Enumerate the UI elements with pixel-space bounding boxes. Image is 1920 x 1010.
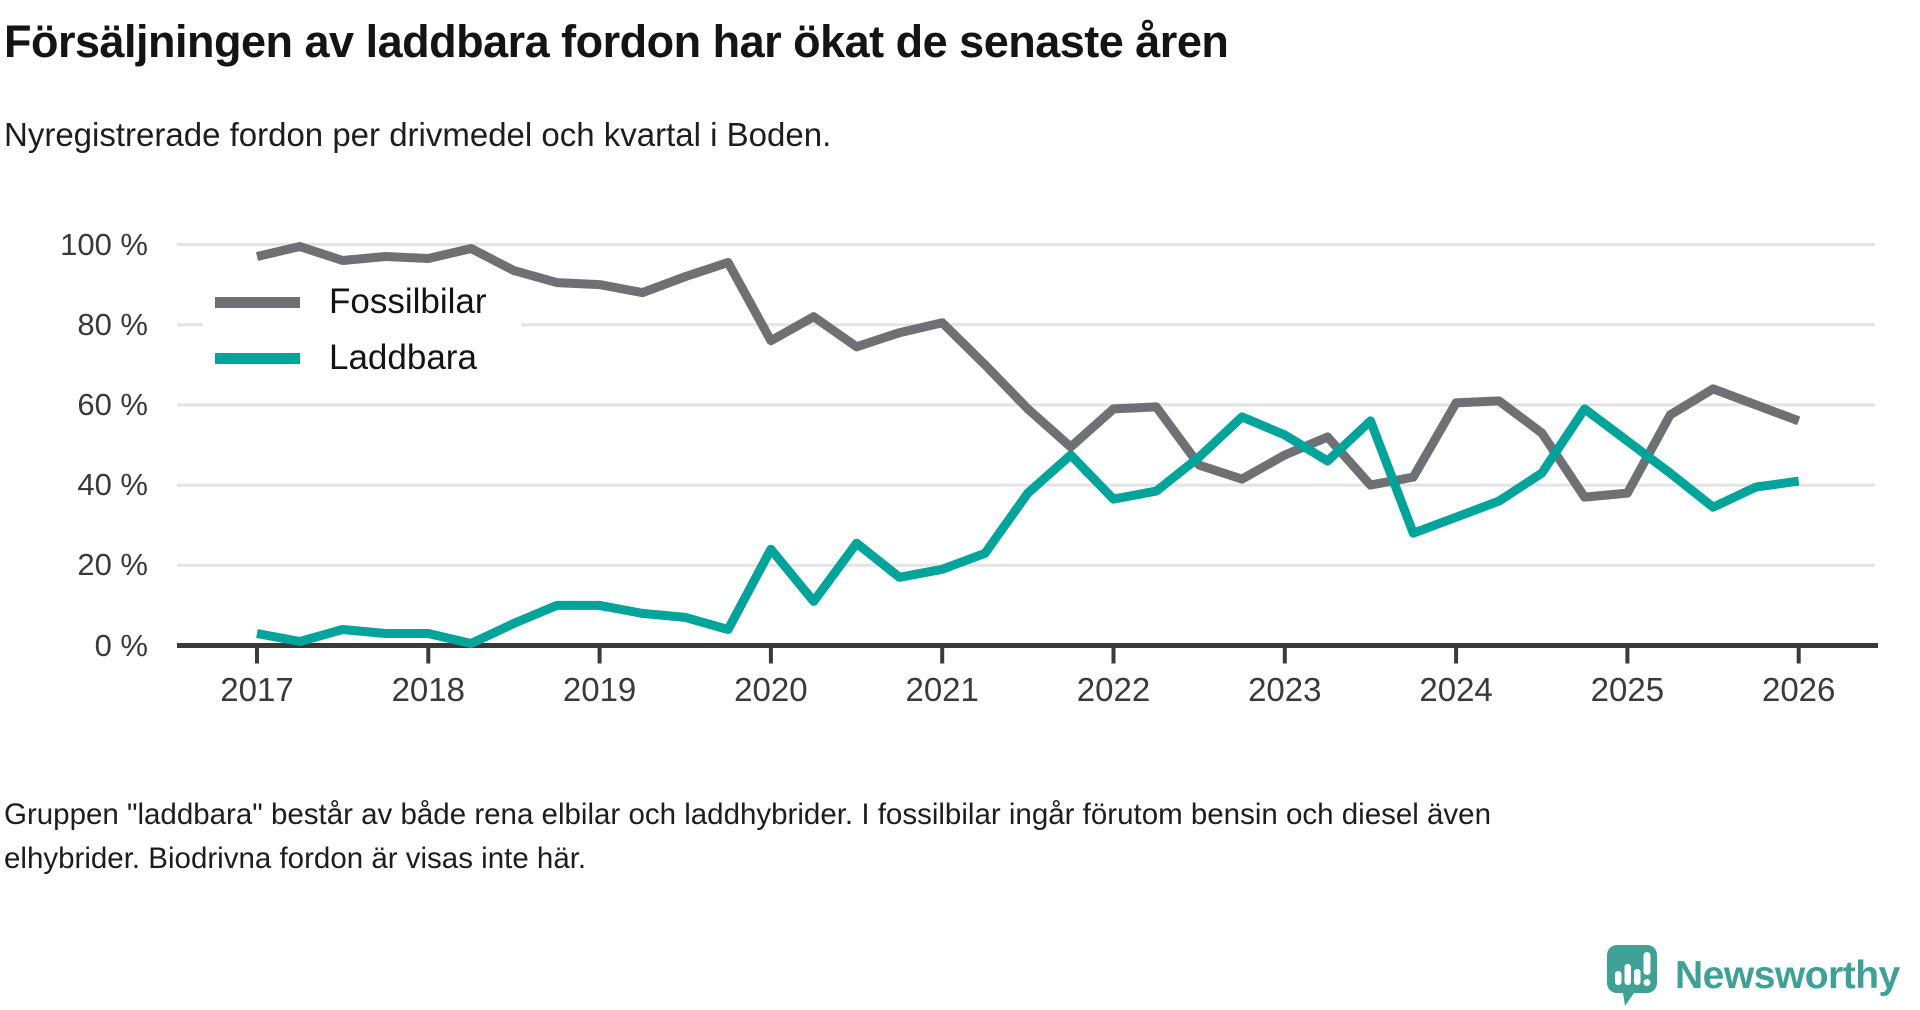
newsworthy-logo — [1606, 944, 1900, 1008]
x-tick-label-2017: 2017 — [220, 671, 294, 708]
x-tick-label-2020: 2020 — [734, 671, 808, 708]
x-tick-label-2018: 2018 — [391, 671, 465, 708]
x-tick-label-2024: 2024 — [1419, 671, 1493, 708]
x-tick-label-2025: 2025 — [1590, 671, 1665, 708]
chart-subtitle: Nyregistrerade fordon per drivmedel och kvartal i Boden. — [4, 116, 832, 153]
newsworthy-logo-text: Newsworthy — [1675, 954, 1900, 997]
legend-label-laddbara: Laddbara — [329, 338, 477, 377]
chart-footnote — [4, 793, 1604, 881]
y-tick-label-80: 80 % — [77, 306, 148, 342]
legend-label-fossilbilar: Fossilbilar — [329, 282, 487, 321]
footnote-line-2: elhybrider. Biodrivna fordon är visas inte här. — [4, 842, 587, 875]
legend — [203, 281, 521, 383]
legend-item-laddbara — [215, 338, 477, 378]
x-tick-label-2019: 2019 — [562, 671, 637, 708]
x-tick-label-2022: 2022 — [1076, 671, 1151, 708]
y-tick-label-40: 40 % — [77, 467, 148, 503]
x-tick-label-2023: 2023 — [1248, 671, 1322, 708]
legend-item-fossilbilar — [215, 282, 487, 322]
newsworthy-logo-icon — [1606, 944, 1660, 1008]
legend-swatch-fossilbilar — [215, 297, 300, 308]
series-line-laddbara — [257, 409, 1799, 644]
x-tick-label-2026: 2026 — [1761, 671, 1836, 708]
y-tick-label-60: 60 % — [77, 386, 148, 422]
chart-title: Försäljningen av laddbara fordon har ökat de senaste åren — [4, 16, 1229, 67]
legend-swatch-laddbara — [215, 353, 300, 364]
footnote-line-1: Gruppen "laddbara" består av både rena elbilar och laddhybrider. I fossilbilar ingår förutom bensin och diesel även — [4, 798, 1491, 831]
x-tick-label-2021: 2021 — [905, 671, 979, 708]
y-tick-label-100: 100 % — [60, 226, 148, 262]
y-tick-label-0: 0 % — [94, 627, 148, 663]
y-tick-label-20: 20 % — [77, 547, 148, 583]
